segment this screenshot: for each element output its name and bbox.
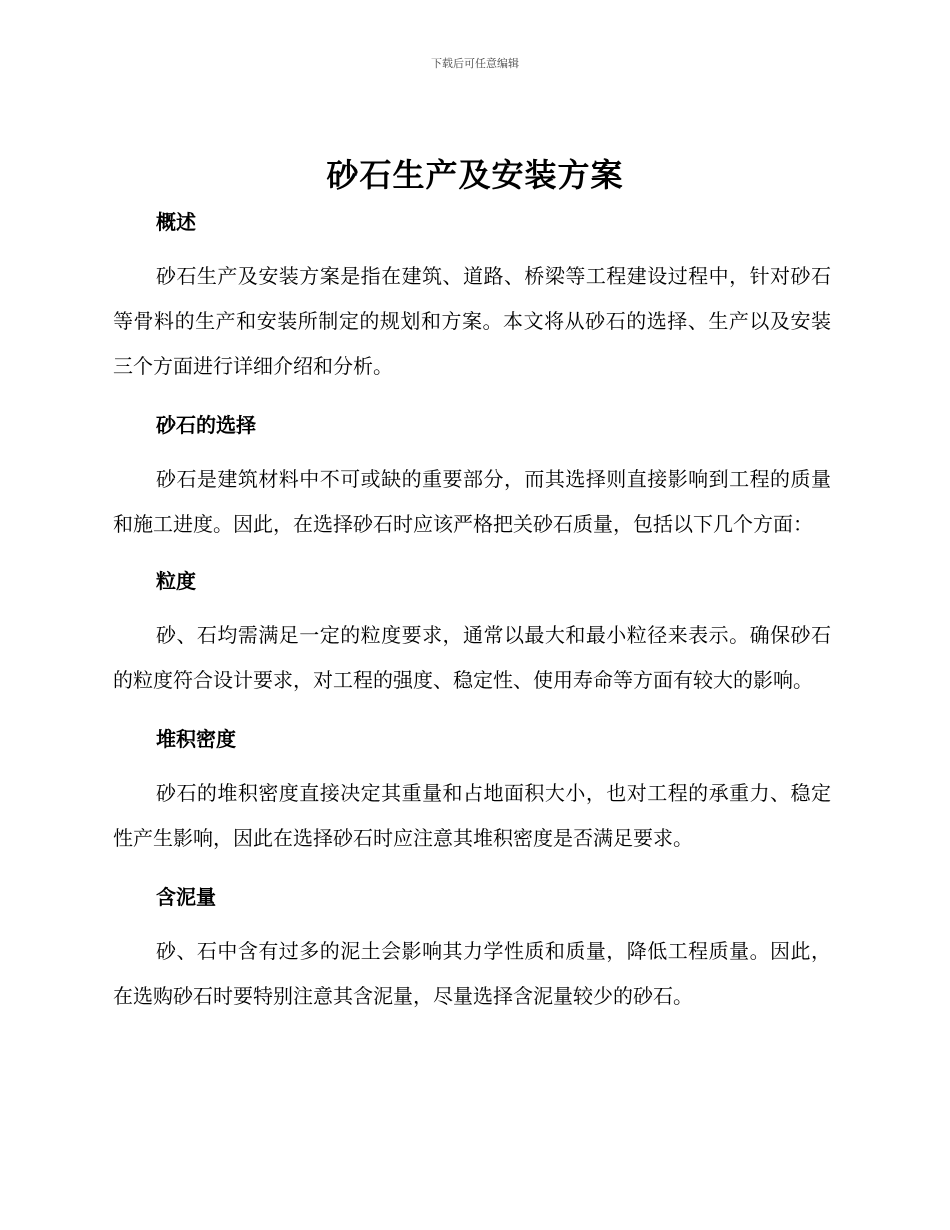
section-bulk-density	[113, 713, 831, 861]
section-grain-size	[113, 555, 831, 703]
section-paragraph: 砂石是建筑材料中不可或缺的重要部分，而其选择则直接影响到工程的质量和施工进度。因此，在选择砂石时应该严格把关砂石质量，包括以下几个方面：	[113, 467, 831, 536]
section-paragraph: 砂石生产及安装方案是指在建筑、道路、桥梁等工程建设过程中，针对砂石等骨料的生产和安装所制定的规划和方案。本文将从砂石的选择、生产以及安装三个方面进行详细介绍和分析。	[113, 264, 831, 378]
section-heading: 粒度	[156, 569, 196, 593]
header-note: 下载后可任意编辑	[431, 57, 519, 70]
section-paragraph: 砂、石均需满足一定的粒度要求，通常以最大和最小粒径来表示。确保砂石的粒度符合设计要求，对工程的强度、稳定性、使用寿命等方面有较大的影响。	[113, 623, 831, 692]
section-paragraph: 砂、石中含有过多的泥土会影响其力学性质和质量，降低工程质量。因此，在选购砂石时要特别注意其含泥量，尽量选择含泥量较少的砂石。	[113, 939, 831, 1008]
section-mud-content	[113, 871, 831, 1019]
section-heading: 概述	[156, 210, 196, 234]
section-heading: 含泥量	[156, 885, 216, 909]
section-heading: 堆积密度	[156, 727, 236, 751]
document-body	[113, 196, 831, 1019]
section-heading: 砂石的选择	[156, 413, 256, 437]
section-paragraph: 砂石的堆积密度直接决定其重量和占地面积大小，也对工程的承重力、稳定性产生影响，因此在选择砂石时应注意其堆积密度是否满足要求。	[113, 781, 831, 850]
section-overview	[113, 196, 831, 389]
document-title: 砂石生产及安装方案	[326, 156, 624, 194]
section-selection	[113, 399, 831, 547]
